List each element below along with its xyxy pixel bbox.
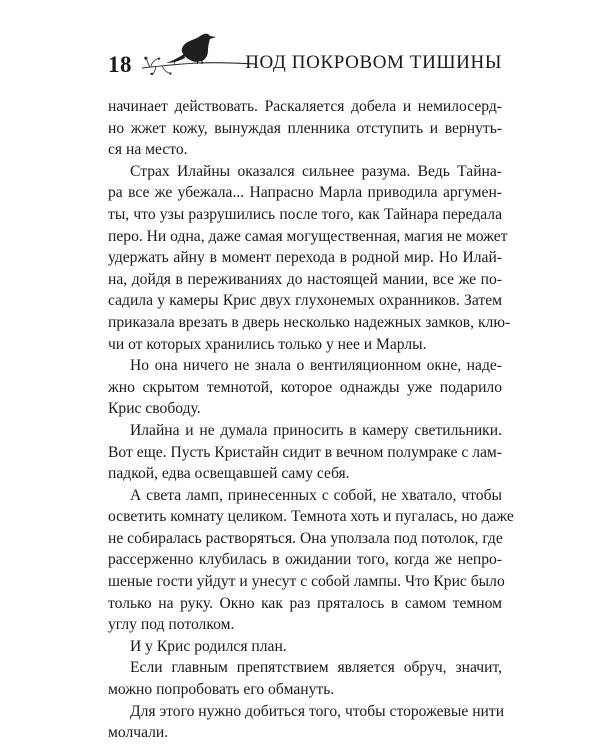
page-header <box>108 28 502 78</box>
text-line: удержать айну в момент перехода в родной мир. Но Илай- <box>108 249 502 267</box>
paragraph <box>108 420 502 485</box>
text-line: перо. Ни одна, даже самая могущественная, магия не может <box>108 227 508 245</box>
paragraph <box>108 355 502 420</box>
paragraph <box>108 161 511 355</box>
text-line: Если главным препятствием является обруч, значит, <box>130 659 502 677</box>
text-line: садила у камеры Крис двух глухонемых охранников. Затем <box>108 292 502 310</box>
text-line: рассерженно клубилась в ожидании того, когда же непро- <box>108 551 502 569</box>
paragraph <box>108 657 502 700</box>
body-text <box>108 96 514 744</box>
text-line: Илайна и не думала приносить в камеру светильники. <box>130 421 502 439</box>
text-line: ся на место. <box>108 141 188 159</box>
text-line: Вот еще. Пусть Кристайн сидит в вечном полумраке с лам- <box>108 443 502 461</box>
text-line: приказала врезать в дверь несколько надежных замков, клю- <box>108 313 511 331</box>
text-line: шеные гости уйдут и унесут с собой лампы. Что Крис было <box>108 573 505 591</box>
text-line: ты, что узы разрушились после того, как Тайнара передала <box>108 205 502 223</box>
text-line: Страх Илайны оказался сильнее разума. Ведь Тайна- <box>130 162 502 180</box>
running-title: ПОД ПОКРОВОМ ТИШИНЫ <box>245 52 502 73</box>
text-line: углу под потолком. <box>108 616 235 634</box>
text-line: на, дойдя в переживаниях до настоящей мании, все же по- <box>108 270 502 288</box>
text-line: жно скрытом темнотой, которое однажды уже подарило <box>108 378 502 396</box>
text-line: только на руку. Окно как раз пряталось в самом темном <box>108 594 502 612</box>
paragraph <box>108 485 514 636</box>
paragraph <box>108 96 502 161</box>
page-number: 18 <box>108 52 132 77</box>
text-line: Для этого нужно добиться того, чтобы сторожевые нити <box>130 702 505 720</box>
text-line: чи от которых хранились только у нее и Марлы. <box>108 335 427 353</box>
text-line: И у Крис родился план. <box>130 637 287 655</box>
text-line: не собиралась растворяться. Она уползала под потолок, где <box>108 529 503 547</box>
text-line: Но она ничего не знала о вентиляционном окне, наде- <box>130 357 502 375</box>
text-line: А света ламп, принесенных с собой, не хватало, чтобы <box>130 486 502 504</box>
paragraph <box>108 636 502 658</box>
text-line: падкой, едва освещавшей саму себя. <box>108 465 350 483</box>
text-line: можно попробовать его обмануть. <box>108 681 335 699</box>
raven-on-branch-icon <box>138 30 258 78</box>
text-line: молчали. <box>108 724 169 742</box>
text-line: но жжет кожу, вынуждая пленника отступить и вернуть- <box>108 119 502 137</box>
text-line: Крис свободу. <box>108 400 201 418</box>
paragraph <box>108 701 505 744</box>
text-line: ра все же убежала... Напрасно Марла приводила аргумен- <box>108 184 502 202</box>
text-line: осветить комнату целиком. Темнота хоть и пугалась, но даже <box>108 508 514 526</box>
text-line: начинает действовать. Раскаляется добела и немилосерд- <box>108 98 502 115</box>
